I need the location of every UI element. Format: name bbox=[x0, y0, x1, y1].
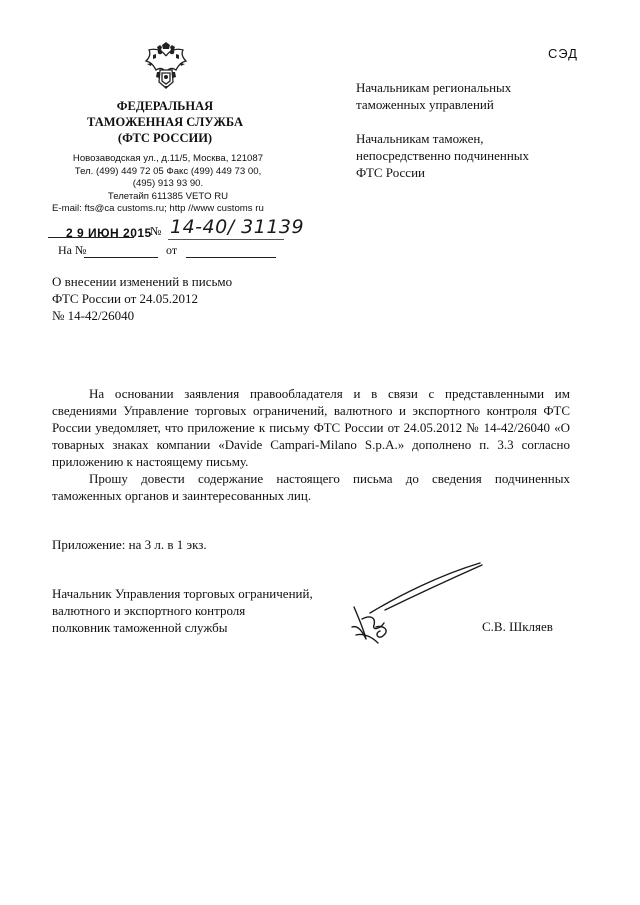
attachment-note: Приложение: на 3 л. в 1 экз. bbox=[52, 537, 207, 552]
sender-organization bbox=[60, 98, 270, 146]
org-line: (ФТС РОССИИ) bbox=[117, 131, 213, 145]
subject-line: ФТС России от 24.05.2012 bbox=[52, 291, 199, 306]
sender-phone-fax-2: (495) 913 93 90. bbox=[132, 178, 204, 190]
recipient-line: непосредственно подчиненных bbox=[356, 148, 530, 163]
registration-date-stamp: 2 9 ИЮН 2015 bbox=[66, 226, 152, 240]
reg-number-underline bbox=[168, 239, 284, 240]
subject-line: О внесении изменений в письмо bbox=[52, 274, 233, 289]
registration-number-label: № bbox=[150, 224, 162, 238]
reference-number-blank bbox=[84, 257, 158, 258]
body-paragraph-1 bbox=[52, 385, 570, 470]
sender-address: Новозаводская ул., д.11/5, Москва, 121087 bbox=[72, 153, 264, 164]
paragraph-text: На основании заявления правообладателя и в связи с представленными им сведениями Управление торговых ограничений, валютного и экспортного контроля ФТС России уведомляет, что приложение к письму ФТС России от 24.05.2012 № 14-42/26040 «О товарных знаках компании «Davide Campari-Milano S.p.A.» дополнено п. 3.3 согласно приложению к настоящему письму. bbox=[52, 386, 570, 469]
recipient-line: Начальникам таможен, bbox=[356, 131, 484, 146]
recipient-line: Начальникам региональных bbox=[356, 80, 512, 95]
handwritten-signature bbox=[340, 555, 490, 655]
reference-date-label: от bbox=[166, 243, 178, 257]
sender-email-web: E-mail: fts@ca customs.ru; http //www customs ru bbox=[52, 203, 264, 215]
sender-teletype: Телетайп 611385 VETO RU bbox=[107, 190, 229, 202]
sender-phone-fax: Тел. (499) 449 72 05 Факс (499) 449 73 00, bbox=[74, 165, 262, 177]
body-paragraph-2 bbox=[52, 470, 570, 504]
signer-name: С.В. Шкляев bbox=[482, 619, 553, 634]
signer-position bbox=[52, 585, 313, 636]
document-system-stamp: СЭД bbox=[548, 46, 578, 61]
registration-number-handwritten: 14-40/ 31139 bbox=[170, 216, 305, 238]
letter-subject bbox=[52, 273, 232, 324]
recipient-block-2 bbox=[356, 130, 529, 181]
reference-date-blank bbox=[186, 257, 276, 258]
recipient-block-1 bbox=[356, 79, 511, 113]
sender-contacts bbox=[52, 153, 284, 216]
signer-position-line: валютного и экспортного контроля bbox=[52, 603, 246, 618]
org-line: ТАМОЖЕННАЯ СЛУЖБА bbox=[87, 115, 243, 129]
signer-position-line: полковник таможенной службы bbox=[52, 620, 228, 635]
recipient-line: таможенных управлений bbox=[356, 97, 494, 112]
paragraph-text: Прошу довести содержание настоящего письма до сведения подчиненных таможенных органов и заинтересованных лиц. bbox=[52, 471, 570, 503]
recipient-line: ФТС России bbox=[356, 165, 425, 180]
org-line: ФЕДЕРАЛЬНАЯ bbox=[116, 99, 214, 113]
reference-number-label: На № bbox=[58, 243, 87, 257]
subject-line: № 14-42/26040 bbox=[52, 308, 135, 323]
signer-position-line: Начальник Управления торговых ограничений, bbox=[52, 586, 313, 601]
coat-of-arms-emblem bbox=[143, 42, 189, 92]
